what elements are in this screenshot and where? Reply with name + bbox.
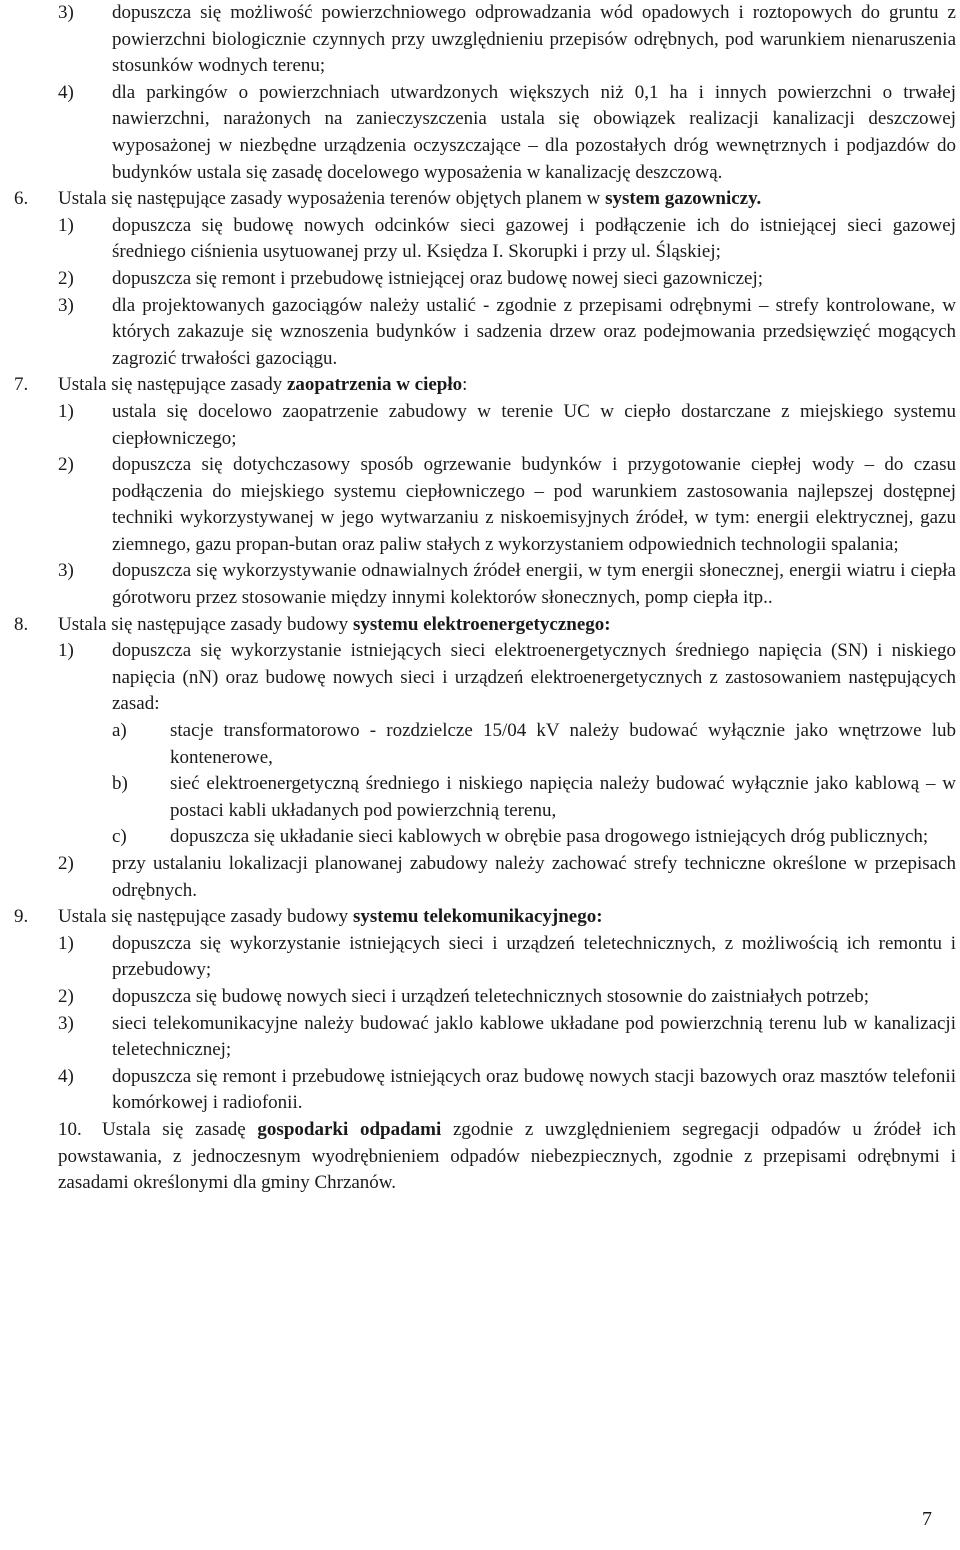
subitem-letter: b) <box>112 773 128 795</box>
item-number: 4) <box>58 81 74 103</box>
section-text-end: : <box>462 374 468 396</box>
sub-list-item <box>14 771 956 824</box>
section-bold-text: gospodarki odpadami <box>257 1118 442 1140</box>
section-text: Ustala się następujące zasady <box>58 374 287 396</box>
item-text: dopuszcza się budowę nowych odcinków sieci gazowej i podłączenie ich do istniejącej sieci gazowej średniego ciśnienia usytuowanej przy ul. Księdza I. Skorupki i przy ul. Śląskiej; <box>112 214 956 263</box>
list-item <box>14 1064 956 1117</box>
section-number: 7. <box>14 374 29 396</box>
item-number: 1) <box>58 640 74 662</box>
section-6-heading <box>14 186 956 213</box>
document-body <box>14 0 956 1197</box>
item-number: 3) <box>58 1012 74 1034</box>
subitem-text: dopuszcza się układanie sieci kablowych w obrębie pasa drogowego istniejących dróg publicznych; <box>170 826 929 848</box>
sub-list-item <box>14 824 956 851</box>
subitem-letter: a) <box>112 720 127 742</box>
item-number: 1) <box>58 932 74 954</box>
item-number: 3) <box>58 560 74 582</box>
section-text: Ustala się następujące zasady wyposażenia terenów objętych planem w <box>58 188 606 210</box>
sub-list-item <box>14 718 956 771</box>
page-number: 7 <box>922 1508 932 1530</box>
section-9-heading <box>14 904 956 931</box>
item-number: 2) <box>58 454 74 476</box>
item-text: dla projektowanych gazociągów należy ustalić - zgodnie z przepisami odrębnymi – strefy kontrolowane, w których zakazuje się wznoszenia budynków i sadzenia drzew oraz podejmowania przedsięwzięć mogących zagrozić trwałości gazociągu. <box>112 294 956 369</box>
item-text: dopuszcza się budowę nowych sieci i urządzeń teletechnicznych stosownie do zaistniałych potrzeb; <box>112 985 870 1007</box>
list-item <box>14 0 956 80</box>
list-item <box>14 638 956 718</box>
section-10-paragraph <box>14 1117 956 1197</box>
item-text: dopuszcza się remont i przebudowę istniejącej oraz budowę nowej sieci gazowniczej; <box>112 267 764 289</box>
item-number: 3) <box>58 294 74 316</box>
item-text: dopuszcza się dotychczasowy sposób ogrzewanie budynków i przygotowanie ciepłej wody – do czasu podłączenia do miejskiego systemu ciepłowniczego – pod warunkiem zastosowania najlepszej dostępnej techniki wykorzystywanej w jego wytwarzaniu z niskoemisyjnych źródeł, w tym: energii elektrycznej, gazu ziemnego, gazu propan-butan oraz paliw stałych z wykorzystaniem odpowiednich technologii spalania; <box>112 454 956 555</box>
list-item <box>14 1011 956 1064</box>
section-number: 10. <box>58 1118 82 1140</box>
list-item <box>14 266 956 293</box>
item-text: dopuszcza się remont i przebudowę istniejących oraz budowę nowych stacji bazowych oraz masztów telefonii komórkowej i radiofonii. <box>112 1065 956 1114</box>
item-text: sieci telekomunikacyjne należy budować jaklo kablowe układane pod powierzchnią terenu lub w kanalizacji teletechnicznej; <box>112 1012 956 1061</box>
section-7-heading <box>14 372 956 399</box>
list-item <box>14 851 956 904</box>
section-text: Ustala się zasadę <box>102 1118 258 1140</box>
item-number: 1) <box>58 214 74 236</box>
item-text: ustala się docelowo zaopatrzenie zabudowy w terenie UC w ciepło dostarczane z miejskiego systemu ciepłowniczego; <box>112 400 956 449</box>
section-8-heading <box>14 612 956 639</box>
list-item <box>14 399 956 452</box>
list-item <box>14 293 956 373</box>
item-text: przy ustalaniu lokalizacji planowanej zabudowy należy zachować strefy techniczne określone w przepisach odrębnych. <box>112 853 956 901</box>
list-item <box>14 213 956 266</box>
subitem-text: stacje transformatorowo - rozdzielcze 15/04 kV należy budować wyłącznie jako wnętrzowe lub kontenerowe, <box>170 720 956 768</box>
section-bold-text: systemu telekomunikacyjnego: <box>352 906 603 928</box>
item-text: dopuszcza się wykorzystywanie odnawialnych źródeł energii, w tym energii słonecznej, energii wiatru i ciepła górotworu przez stosowanie między innymi kolektorów słonecznych, pomp ciepła itp.. <box>112 560 956 609</box>
section-bold-text: system gazowniczy. <box>605 188 762 210</box>
item-text: dopuszcza się wykorzystanie istniejących sieci i urządzeń teletechnicznych, z możliwością ich remontu i przebudowy; <box>112 932 956 981</box>
item-text: dopuszcza się wykorzystanie istniejących sieci elektroenergetycznych średniego napięcia (SN) i niskiego napięcia (nN) oraz budowę nowych sieci i urządzeń elektroenergetycznych z zastosowaniem następujących zasad: <box>112 640 956 715</box>
item-number: 4) <box>58 1065 74 1087</box>
section-text-end: zgodnie z uwzględnieniem segregacji odpadów u źródeł ich powstawania, z jednoczesnym wyodrębnieniem odpadów niebezpiecznych, zgodnie z przepisami odrębnymi i zasadami określonymi dla gminy Chrzanów. <box>58 1118 956 1194</box>
section-text: Ustala się następujące zasady budowy <box>58 906 353 928</box>
list-item <box>14 984 956 1011</box>
item-number: 3) <box>58 2 74 23</box>
item-text: dla parkingów o powierzchniach utwardzonych większych niż 0,1 ha i innych powierzchni o trwałej nawierzchni, narażonych na zanieczyszczenia ustala się obowiązek realizacji kanalizacji deszczowej wyposażonej w niezbędne urządzenia oczyszczające – dla pozostałych dróg wewnętrznych i podjazdów do budynków ustala się zasadę docelowego wyposażenia w kanalizację deszczową. <box>112 81 956 183</box>
section-bold-text: systemu elektroenergetycznego: <box>352 613 611 635</box>
section-bold-text: zaopatrzenia w ciepło <box>286 374 463 396</box>
item-number: 2) <box>58 267 74 289</box>
subitem-text: sieć elektroenergetyczną średniego i niskiego napięcia należy budować wyłącznie jako kablową – w postaci kabli układanych pod powierzchnią terenu, <box>170 773 956 821</box>
item-number: 2) <box>58 985 74 1007</box>
list-item <box>14 80 956 186</box>
subitem-letter: c) <box>112 826 127 848</box>
item-number: 2) <box>58 853 74 874</box>
section-number: 9. <box>14 906 29 928</box>
section-text: Ustala się następujące zasady budowy <box>58 613 353 635</box>
item-text: dopuszcza się możliwość powierzchniowego odprowadzania wód opadowych i roztopowych do gruntu z powierzchni biologicznie czynnych przy uwzględnieniu przepisów odrębnych, pod warunkiem nienaruszenia stosunków wodnych terenu; <box>112 2 956 77</box>
section-number: 8. <box>14 613 29 635</box>
item-number: 1) <box>58 400 74 422</box>
list-item <box>14 558 956 611</box>
list-item <box>14 452 956 558</box>
section-number: 6. <box>14 188 29 210</box>
list-item <box>14 931 956 984</box>
